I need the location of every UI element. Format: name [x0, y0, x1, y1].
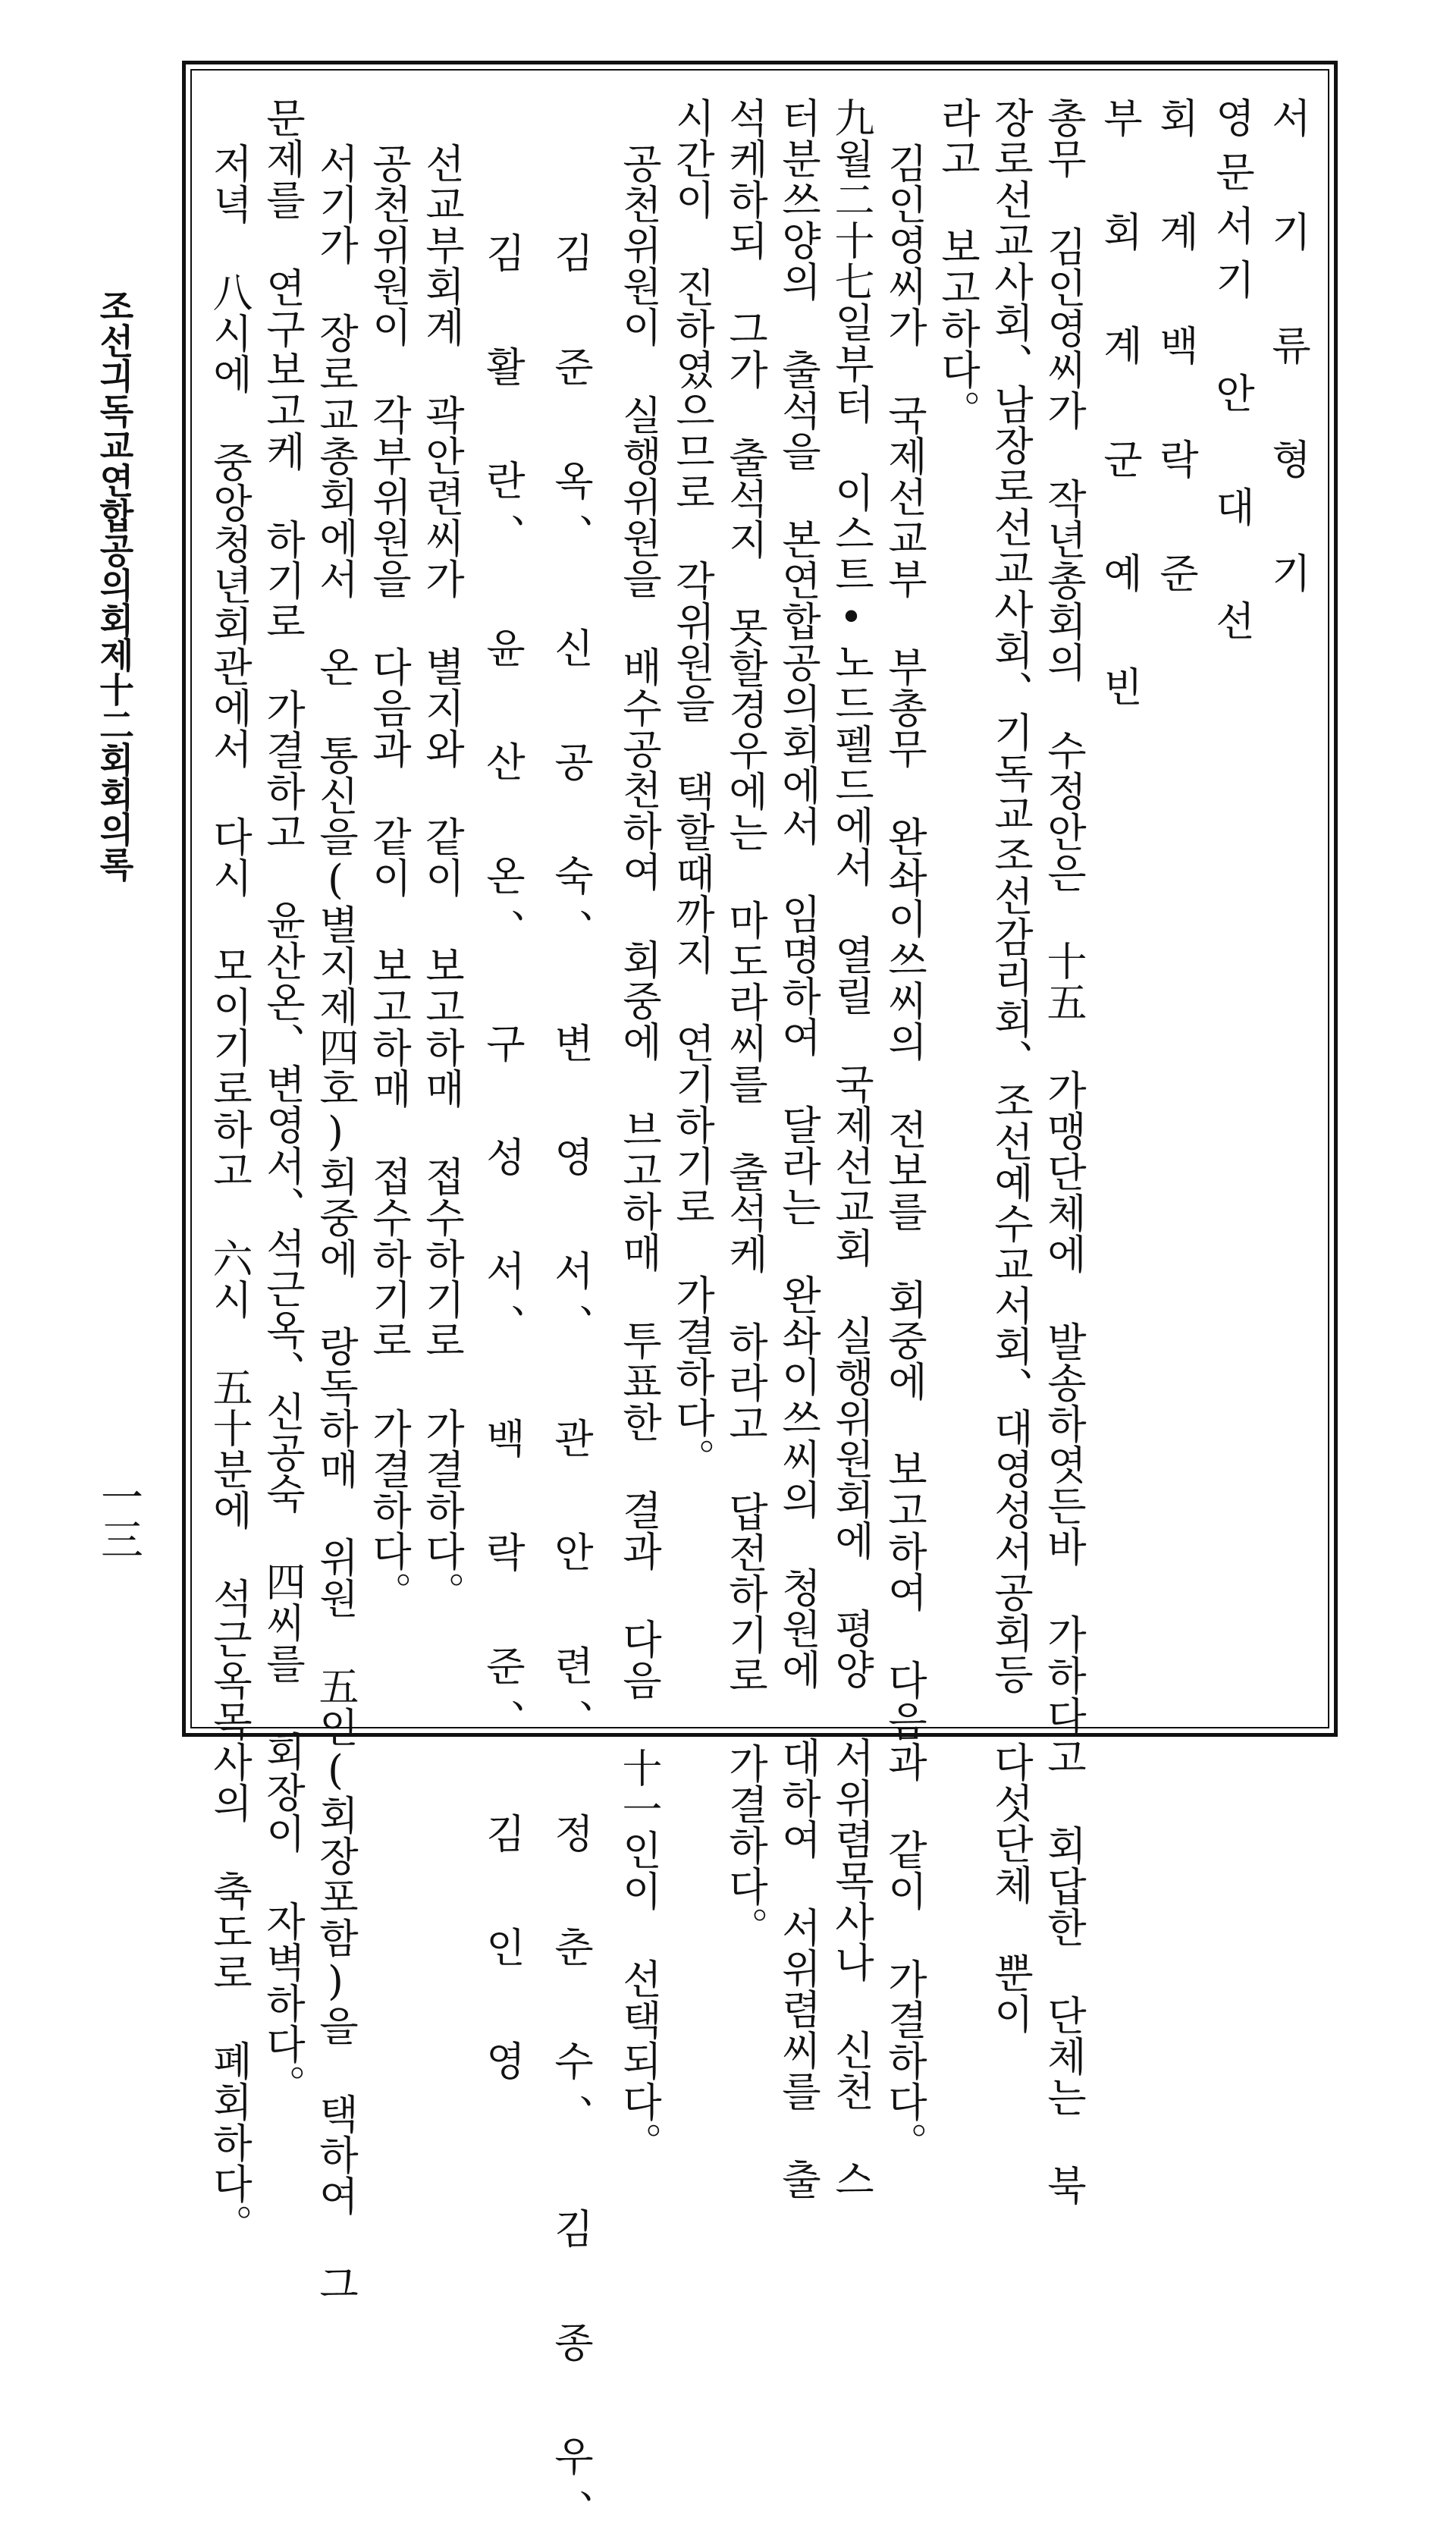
body-line: 총무 김인영씨가 작년총회의 수정안은 十五 가맹단체에 발송하엿든바 가하다고 회답한 단체는 북 — [1040, 97, 1087, 2206]
body-line: 공천위원이 각부위원을 다음과 같이 보고하매 접수하기로 가결하다。 — [366, 143, 412, 1612]
running-title: 조선긔독교연합공의회제十二회회의록 — [94, 288, 135, 881]
elected-members-line-2: 김 활 란、 윤 산 온、 구 성 서、 백 락 준、 김 인 영 — [479, 232, 526, 2094]
body-line: 라고 보고하다。 — [934, 97, 981, 431]
body-line: 시간이 진하였으므로 각위원을 택할때까지 연기하기로 가결하다。 — [669, 97, 715, 1479]
elected-members-line-1: 김 준 옥、 신 공 숙、 변 영 서、 관 안 련、 정 춘 수、 김 종 우、 — [548, 232, 594, 2543]
officer-secretary: 서 기 류 형 기 — [1265, 97, 1311, 606]
body-line: 서기가 장로교총회에서 온 통신을(별지제四호)회중에 랑독하매 위원 五인(회장포함)을 택하여 그 — [312, 143, 359, 2304]
page-number: 一三 — [94, 1475, 143, 1560]
body-line: 장로선교사회、남장로선교사회、기독교조선감리회、조선예수교서회、대영성서공회등 다섯단체 뿐이 — [987, 97, 1034, 2034]
officer-vice-treasurer: 부 회 계 군 예 빈 — [1097, 97, 1143, 720]
body-line: 저녁 八시에 중앙청년회관에서 다시 모이기로하고 六시 五十분에 석근옥목사의 축도로 폐회하다。 — [206, 143, 253, 2245]
body-line: 선교부회계 곽안련씨가 별지와 같이 보고하매 접수하기로 가결하다。 — [419, 143, 465, 1612]
body-line: 석케하되 그가 출석지 못할경우에는 마도라씨를 출석케 하라고 답전하기로 가결하다。 — [722, 97, 768, 1948]
officer-english-secretary: 영문서기 안 대 선 — [1209, 97, 1255, 654]
body-line: 김인영씨가 국제선교부 부총무 완솨이쓰씨의 전보를 회중에 보고하여 다음과 같이 가결하다。 — [881, 143, 927, 2163]
officer-treasurer: 회 계 백 락 준 — [1153, 97, 1199, 606]
body-line: 터분쓰양의 출석을 본연합공의회에서 임명하여 달라는 완솨이쓰씨의 청원에 대하여 서위렴씨를 출 — [775, 97, 821, 2199]
body-line: 공천위원이 실행위원을 배수공천하여 회중에 브고하매 투표한 결과 다음 十一인이 선택되다。 — [616, 143, 662, 2163]
body-line: 九월二十七일부터 이스트•노드펠드에서 열릴 국제선교회 실행위원회에 평양 서위렴목사나 신천 스 — [828, 97, 874, 2199]
body-line: 문제를 연구보고케 하기로 가결하고 윤산온、변영서、석근옥、신공숙 四씨를 회장이 자벽하다。 — [259, 97, 306, 2105]
